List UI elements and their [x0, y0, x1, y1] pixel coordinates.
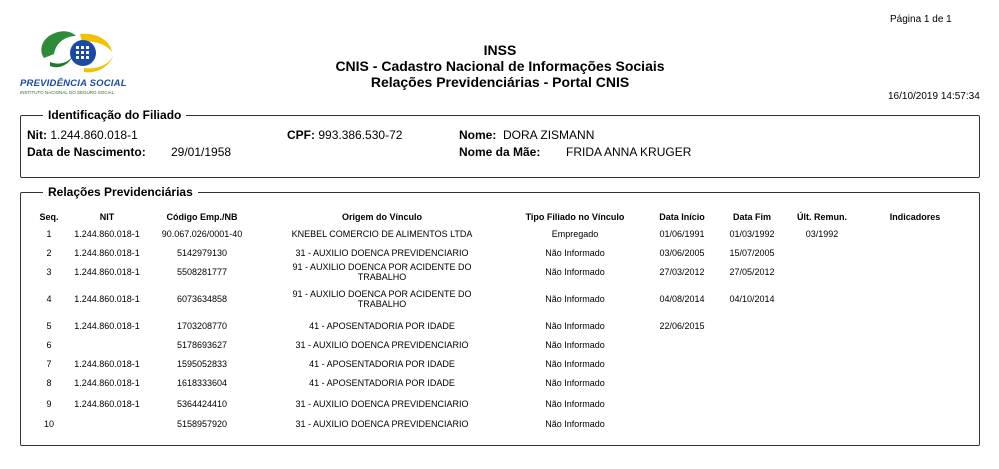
mae-value: FRIDA ANNA KRUGER: [566, 145, 692, 159]
column-header-tipo: Tipo Filiado no Vínculo: [525, 212, 625, 222]
page-number: Página 1 de 1: [890, 14, 952, 25]
cpf-value: 993.386.530-72: [318, 128, 403, 142]
column-header-data-inicio: Data Início: [659, 212, 705, 222]
cell-tipo: Não Informado: [545, 359, 605, 369]
cell-seq: 8: [46, 378, 52, 388]
cell-origem: 31 - AUXILIO DOENCA PREVIDENCIARIO: [295, 419, 469, 429]
cell-codigo: 1618333604: [176, 378, 228, 388]
cell-data-inicio: 01/06/1991: [659, 229, 705, 239]
cell-nit: 1.244.860.018-1: [74, 321, 140, 331]
nit-field: [27, 128, 138, 142]
cell-tipo: Não Informado: [545, 267, 605, 277]
cell-origem: 91 - AUXILIO DOENCA POR ACIDENTE DO TRABALHO: [292, 289, 472, 309]
cell-nit: 1.244.860.018-1: [74, 294, 140, 304]
cell-seq: 3: [46, 267, 52, 277]
cell-origem: KNEBEL COMERCIO DE ALIMENTOS LTDA: [291, 229, 473, 239]
cell-seq: 4: [46, 294, 52, 304]
identificacao-section: [20, 108, 980, 178]
report-timestamp: 16/10/2019 14:57:34: [888, 91, 980, 102]
logo-subtitle: INSTITUTO NACIONAL DO SEGURO SOCIAL: [20, 90, 115, 95]
cell-seq: 1: [46, 229, 52, 239]
cell-seq: 5: [46, 321, 52, 331]
column-header-ult-remun: Últ. Remun.: [796, 212, 847, 222]
cell-codigo: 5142979130: [176, 248, 228, 258]
cell-nit: 1.244.860.018-1: [74, 399, 140, 409]
cell-nit: 1.244.860.018-1: [74, 267, 140, 277]
cell-codigo: 1595052833: [176, 359, 228, 369]
cell-codigo: 5364424410: [176, 399, 228, 409]
relacoes-title: Relações Previdenciárias: [43, 185, 198, 199]
cell-seq: 6: [46, 340, 52, 350]
column-header-codigo: Código Emp./NB: [166, 212, 238, 222]
cell-origem: 41 - APOSENTADORIA POR IDADE: [309, 321, 455, 331]
cell-tipo: Não Informado: [545, 321, 605, 331]
identificacao-title: Identificação do Filiado: [43, 108, 186, 122]
cell-origem: 41 - APOSENTADORIA POR IDADE: [309, 378, 455, 388]
cell-data-fim: 01/03/1992: [729, 229, 775, 239]
cell-codigo: 5178693627: [176, 340, 228, 350]
cell-data-inicio: 03/06/2005: [659, 248, 705, 258]
previdencia-logo-icon: [36, 28, 116, 76]
column-header-seq: Seq.: [39, 212, 59, 222]
header-title: INSS: [483, 42, 517, 58]
header-subtitle: CNIS - Cadastro Nacional de Informações Sociais: [335, 58, 665, 74]
previdencia-logo: [20, 28, 140, 100]
cell-codigo: 5508281777: [176, 267, 228, 277]
cell-nit: 1.244.860.018-1: [74, 229, 140, 239]
cell-nit: 1.244.860.018-1: [74, 378, 140, 388]
cell-origem: 41 - APOSENTADORIA POR IDADE: [309, 359, 455, 369]
nit-value: 1.244.860.018-1: [50, 128, 138, 142]
mae-label: Nome da Mãe:: [459, 145, 541, 159]
cell-data-inicio: 27/03/2012: [659, 267, 705, 277]
header-report-name: Relações Previdenciárias - Portal CNIS: [370, 74, 630, 90]
cell-codigo: 6073634858: [176, 294, 228, 304]
column-header-indicadores: Indicadores: [889, 212, 941, 222]
cell-nit: 1.244.860.018-1: [74, 248, 140, 258]
cell-tipo: Empregado: [551, 229, 599, 239]
cell-nit: 1.244.860.018-1: [74, 359, 140, 369]
nascimento-value: 29/01/1958: [171, 145, 232, 159]
column-header-nit: NIT: [99, 212, 115, 222]
column-header-data-fim: Data Fim: [732, 212, 771, 222]
cell-seq: 7: [46, 359, 52, 369]
cell-data-fim: 15/07/2005: [729, 248, 775, 258]
cell-origem: 91 - AUXILIO DOENCA POR ACIDENTE DO TRABALHO: [292, 262, 472, 282]
logo-name: PREVIDÊNCIA SOCIAL: [20, 78, 127, 89]
cell-seq: 10: [43, 419, 54, 429]
column-header-origem: Origem do Vínculo: [341, 212, 422, 222]
mae-field: [459, 145, 540, 159]
cell-tipo: Não Informado: [545, 294, 605, 304]
cell-origem: 31 - AUXILIO DOENCA PREVIDENCIARIO: [295, 340, 469, 350]
nome-value: DORA ZISMANN: [503, 128, 595, 142]
cell-tipo: Não Informado: [545, 340, 605, 350]
cell-ult-remun: 03/1992: [805, 229, 839, 239]
cell-codigo: 90.067.026/0001-40: [161, 229, 243, 239]
nome-label: Nome:: [459, 128, 497, 142]
cell-codigo: 1703208770: [176, 321, 228, 331]
cell-tipo: Não Informado: [545, 378, 605, 388]
cell-data-fim: 27/05/2012: [729, 267, 775, 277]
nascimento-label: Data de Nascimento:: [27, 145, 146, 159]
cell-origem: 31 - AUXILIO DOENCA PREVIDENCIARIO: [295, 248, 469, 258]
nome-field: [459, 128, 594, 142]
cell-data-inicio: 04/08/2014: [659, 294, 705, 304]
cell-tipo: Não Informado: [545, 248, 605, 258]
nit-label: Nit:: [27, 128, 47, 142]
relacoes-section: [20, 185, 980, 446]
report-header: [300, 42, 700, 90]
cpf-label: CPF:: [287, 128, 315, 142]
cell-tipo: Não Informado: [545, 399, 605, 409]
cpf-field: [287, 128, 402, 142]
cell-codigo: 5158957920: [176, 419, 228, 429]
nascimento-field: [27, 145, 146, 159]
cell-tipo: Não Informado: [545, 419, 605, 429]
cell-data-inicio: 22/06/2015: [659, 321, 705, 331]
cell-seq: 2: [46, 248, 52, 258]
cell-data-fim: 04/10/2014: [729, 294, 775, 304]
cell-origem: 31 - AUXILIO DOENCA PREVIDENCIARIO: [295, 399, 469, 409]
cell-seq: 9: [46, 399, 52, 409]
